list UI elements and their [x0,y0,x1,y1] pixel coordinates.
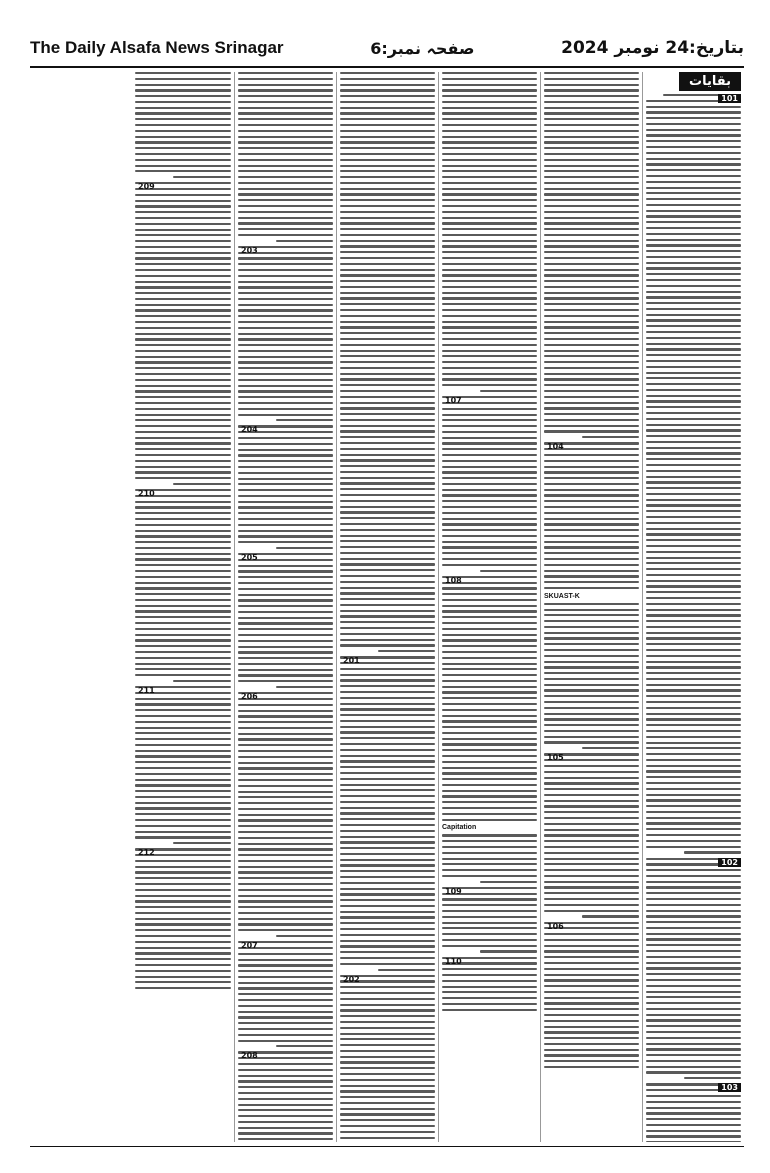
story-number: 202 [343,974,360,984]
story-text [340,975,435,1142]
column-1 [642,72,744,1142]
story-number: 105 [547,753,564,763]
story-text [442,396,537,572]
story [544,753,639,917]
story-text [238,1051,333,1142]
story-number: 109 [445,886,462,896]
story-number: 206 [241,692,258,702]
story-text [135,489,231,682]
story-number: 106 [547,921,564,931]
story-text [340,656,435,970]
story-number: 203 [241,245,258,255]
story-text [340,72,435,652]
story-number: 101 [718,94,741,103]
page-columns [30,72,744,1142]
story [544,442,639,749]
story [544,922,639,1069]
story-text [238,72,333,242]
story [646,858,741,1080]
column-6 [132,72,234,1142]
story [238,425,333,549]
story [442,887,537,953]
column-5 [234,72,336,1142]
inline-tag-skuast: SKUAST-K [544,592,580,600]
story-text [238,941,333,1047]
newspaper-name: The Daily Alsafa News Srinagar [30,38,284,57]
column-2 [540,72,642,1142]
story-number: 108 [445,575,462,585]
column-4 [336,72,438,1142]
story-number: 201 [343,656,360,666]
story-text [238,425,333,549]
story [646,94,741,854]
story [238,1051,333,1142]
story [238,246,333,422]
story-number: 205 [241,553,258,563]
story-number: 212 [138,848,155,858]
story-number: 207 [241,941,258,951]
story [340,656,435,970]
story [238,72,333,242]
story-text [646,858,741,1080]
story-text [238,553,333,688]
story-text [442,576,537,883]
story-text [544,922,639,1069]
story-number: 211 [138,686,155,696]
story [544,72,639,438]
story [135,686,231,844]
story-text [442,72,537,392]
story-text [238,246,333,422]
story-number: 208 [241,1051,258,1061]
story [340,72,435,652]
story [646,1083,741,1142]
story-text [544,72,639,438]
story [442,396,537,572]
story-text [135,848,231,989]
story-number: 210 [138,489,155,499]
column-3 [438,72,540,1142]
story [135,489,231,682]
story-text [646,94,741,854]
story [340,975,435,1142]
page-number: صفحہ نمبر:6 [370,38,475,58]
story [238,553,333,688]
story [442,576,537,883]
story-number: 104 [547,442,564,452]
footer-rule [30,1146,744,1147]
masthead [30,30,744,66]
story-number: 102 [718,858,741,867]
story [442,957,537,1011]
story [238,692,333,937]
issue-date: بتاریخ:24 نومبر 2024 [561,38,744,58]
story-text [135,72,231,178]
story-number: 204 [241,425,258,435]
story-number: 107 [445,396,462,406]
inline-tag-capitation: Capitation [442,824,477,832]
story [135,848,231,989]
story-text [238,692,333,937]
story-text [135,182,231,485]
masthead-rule [30,66,744,68]
story [442,72,537,392]
story-number: 103 [718,1083,741,1092]
story-text [544,753,639,917]
story-number: 110 [445,956,462,966]
story-number: 209 [138,182,155,192]
story [135,182,231,485]
section-title: بقایات [679,72,741,91]
story-text [135,686,231,844]
story-text [544,442,639,749]
story [135,72,231,178]
story-text [442,887,537,953]
story [238,941,333,1047]
